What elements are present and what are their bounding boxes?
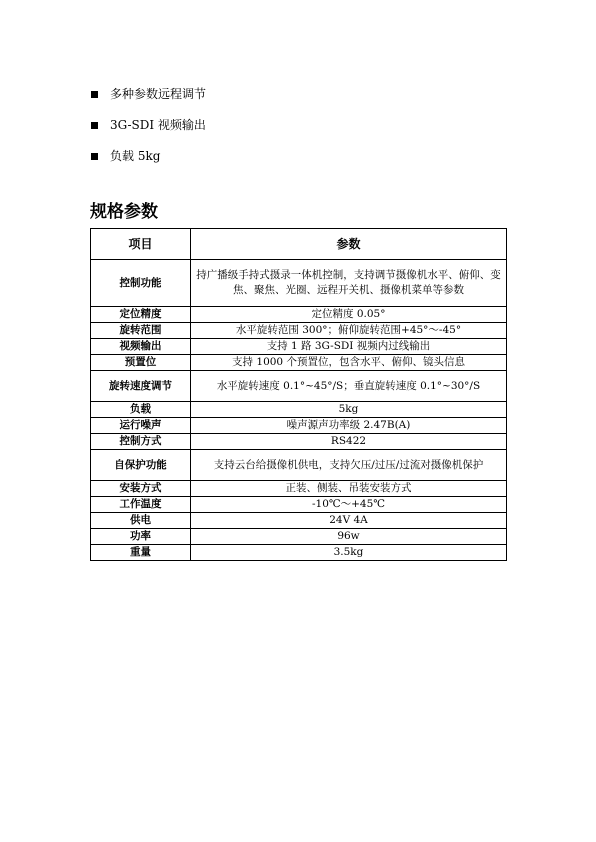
row-value: -10℃～+45℃	[191, 497, 507, 513]
table-row	[91, 497, 507, 513]
row-key: 定位精度	[91, 307, 191, 323]
row-key: 供电	[91, 513, 191, 529]
row-value: 96w	[191, 529, 507, 545]
list-item-text: 多种参数远程调节	[110, 86, 207, 101]
row-value: 24V 4A	[191, 513, 507, 529]
row-key: 控制功能	[91, 260, 191, 307]
table-row	[91, 513, 507, 529]
square-bullet-icon	[91, 153, 98, 160]
list-item-text: 负载 5kg	[110, 148, 161, 163]
row-value: 噪声源声功率级 2.47B(A)	[191, 418, 507, 434]
row-value: 支持 1 路 3G-SDI 视频内过线输出	[191, 339, 507, 355]
list-item	[91, 140, 511, 171]
row-key: 旋转速度调节	[91, 371, 191, 402]
feature-list	[91, 78, 511, 171]
row-key: 负载	[91, 402, 191, 418]
table-row	[91, 260, 507, 307]
table-row	[91, 402, 507, 418]
row-key: 运行噪声	[91, 418, 191, 434]
spec-table	[90, 228, 507, 561]
table-row	[91, 339, 507, 355]
row-value: 持广播级手持式摄录一体机控制，支持调节摄像机水平、俯仰、变焦、聚焦、光圈、远程开关机、摄像机菜单等参数	[191, 260, 507, 307]
table-row	[91, 481, 507, 497]
table-row	[91, 307, 507, 323]
table-row	[91, 545, 507, 561]
row-value: 支持云台给摄像机供电，支持欠压/过压/过流对摄像机保护	[191, 450, 507, 481]
row-value: 水平旋转范围 300°；俯仰旋转范围+45°～-45°	[191, 323, 507, 339]
row-value: 正装、侧装、吊装安装方式	[191, 481, 507, 497]
table-row	[91, 450, 507, 481]
row-key: 重量	[91, 545, 191, 561]
row-key: 工作温度	[91, 497, 191, 513]
table-row	[91, 323, 507, 339]
section-title: 规格参数	[90, 202, 158, 222]
column-header-item: 项目	[91, 229, 191, 260]
square-bullet-icon	[91, 91, 98, 98]
row-value: 3.5kg	[191, 545, 507, 561]
row-key: 安装方式	[91, 481, 191, 497]
row-key: 旋转范围	[91, 323, 191, 339]
table-header-row	[91, 229, 507, 260]
square-bullet-icon	[91, 122, 98, 129]
list-item	[91, 78, 511, 109]
table-row	[91, 418, 507, 434]
table-row	[91, 434, 507, 450]
table-row	[91, 371, 507, 402]
row-value: RS422	[191, 434, 507, 450]
list-item	[91, 109, 511, 140]
row-key: 控制方式	[91, 434, 191, 450]
row-value: 水平旋转速度 0.1°~45°/S；垂直旋转速度 0.1°~30°/S	[191, 371, 507, 402]
column-header-parameter: 参数	[191, 229, 507, 260]
row-key: 功率	[91, 529, 191, 545]
row-key: 视频输出	[91, 339, 191, 355]
row-value: 定位精度 0.05°	[191, 307, 507, 323]
row-key: 自保护功能	[91, 450, 191, 481]
row-value: 支持 1000 个预置位，包含水平、俯仰、镜头信息	[191, 355, 507, 371]
table-row	[91, 355, 507, 371]
table-row	[91, 529, 507, 545]
list-item-text: 3G-SDI 视频输出	[110, 117, 206, 132]
row-value: 5kg	[191, 402, 507, 418]
row-key: 预置位	[91, 355, 191, 371]
